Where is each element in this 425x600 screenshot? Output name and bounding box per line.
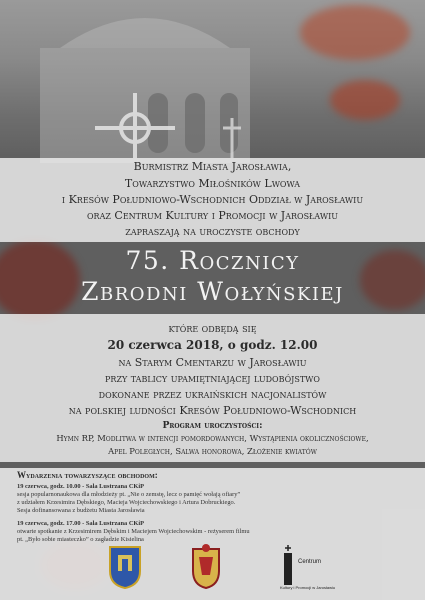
- organizer-line-3: i Kresów Południowo-Wschodnich Oddział w Jarosławiu: [61, 193, 364, 206]
- program-heading: Program uroczystości:: [162, 420, 263, 431]
- title-line-1: 75. Rocznicy: [125, 246, 300, 275]
- blood-splatter: [300, 5, 410, 60]
- ckip-logo-text-2: Kultury i Promocji w Jarosławiu: [280, 585, 336, 590]
- details-line-3: na Starym Cmentarzu w Jarosławiu: [118, 356, 307, 369]
- event-1-line-2: z udziałem Krzesimira Dębskiego, Macieja Wojciechowskiego i Artura Dobruckiego.: [17, 499, 236, 506]
- organizer-line-1: Burmistrz Miasta Jarosławia,: [133, 160, 292, 173]
- event-2-line-2: pt. „Było sobie miasteczko” o zagładzie Kisielina: [17, 536, 144, 543]
- title-line-2: Zbrodni Wołyńskiej: [81, 277, 344, 306]
- events-heading: Wydarzenia towarzyszące obchodom:: [17, 470, 158, 480]
- event-2-title: 19 czerwca, godz. 17.00 - Sala Lustrzana CKiP: [17, 520, 145, 527]
- program-line-2: Apel Poległych, Salwa honorowa, Złożenie kwiatów: [108, 446, 317, 456]
- event-2-line-1: otwarte spotkanie z Krzesimirem Dębskim i Maciejem Wojciechowskim - reżyserem filmu: [17, 528, 250, 535]
- jaroslaw-coat-of-arms-logo: [108, 545, 142, 589]
- chapel-illustration: [20, 8, 280, 163]
- event-1-line-1: sesja popularnonaukowa dla młodzieży pt. „Nie o zemstę, lecz o pamięć wołają ofiary”: [17, 491, 241, 498]
- organizer-line-5: zapraszają na uroczyste obchody: [125, 225, 300, 238]
- organizer-line-2: Towarzystwo Miłośników Lwowa: [124, 177, 301, 190]
- church-tower-icon: [280, 545, 296, 585]
- lviv-society-emblem-logo: [190, 543, 222, 589]
- event-1-line-3: Sesja dofinansowana z budżetu Miasta Jarosławia: [17, 507, 145, 514]
- details-line-1: które odbędą się: [168, 322, 257, 335]
- details-line-4: przy tablicy upamiętniającej ludobójstwo: [105, 372, 320, 385]
- organizer-line-4: oraz Centrum Kultury i Promocji w Jarosławiu: [87, 209, 338, 222]
- blood-splatter: [330, 80, 400, 120]
- program-line-1: Hymn RP, Modlitwa w intencji pomordowanych, Wystąpienia okolicznościowe,: [56, 433, 369, 443]
- event-1-title: 19 czerwca, godz. 10.00 - Sala Lustrzana CKiP: [17, 483, 145, 490]
- details-line-5: dokonane przez ukraińskich nacjonalistów: [98, 388, 327, 401]
- event-date: 20 czerwca 2018, o godz. 12.00: [107, 338, 318, 352]
- ckip-logo: [280, 545, 340, 593]
- details-line-6: na polskiej ludności Kresów Południowo-Wschodnich: [68, 404, 357, 417]
- ckip-logo-text-1: Centrum: [298, 559, 322, 565]
